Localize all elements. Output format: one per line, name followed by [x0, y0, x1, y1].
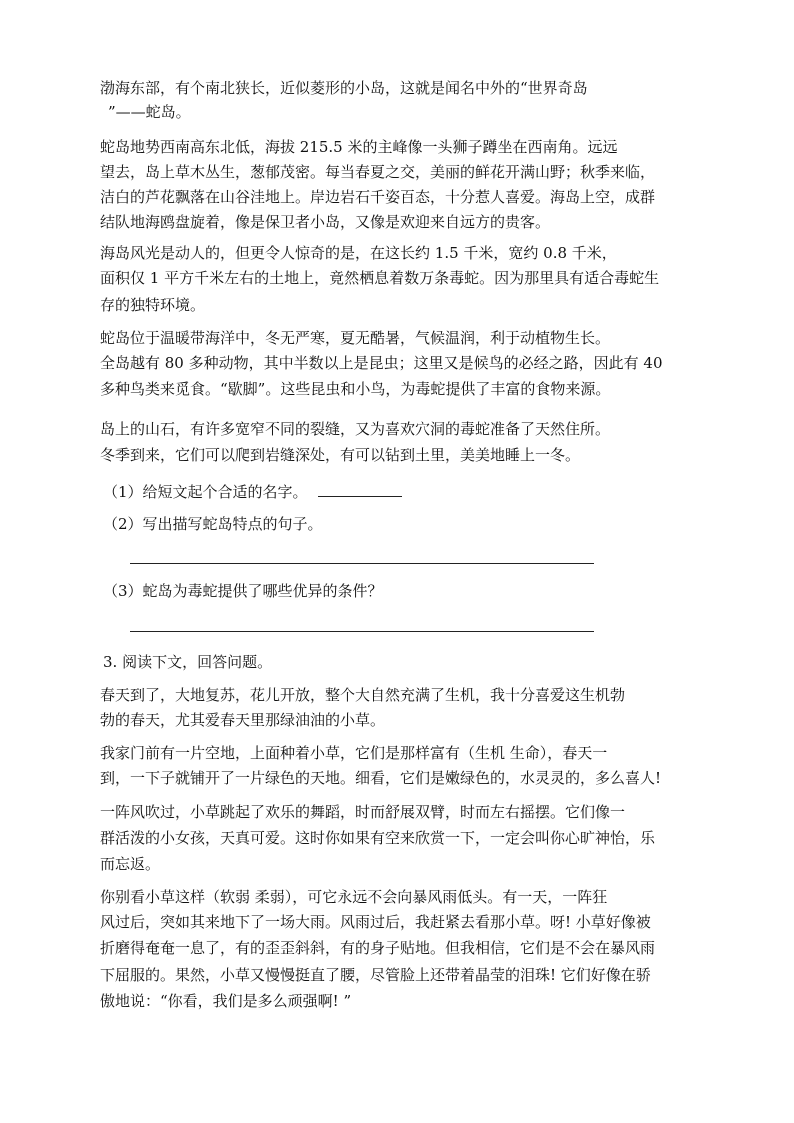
answer-blank[interactable]: [130, 631, 594, 632]
question-text: （2）写出描写蛇岛特点的句子。: [103, 515, 323, 533]
text-line: 结队地海鸥盘旋着，像是保卫者小岛，又像是欢迎来自远方的贵客。: [100, 213, 551, 231]
text-line: 到，一下子就铺开了一片绿色的天地。细看，它们是嫩绿色的，水灵灵的，多么喜人!: [100, 769, 662, 787]
text-line: 我家门前有一片空地，上面种着小草，它们是那样富有（生机 生命），春天一: [100, 744, 608, 762]
text-line: ”——蛇岛。: [108, 103, 191, 121]
text-line: 岛上的山石，有许多宽窄不同的裂缝，又为喜欢穴洞的毒蛇准备了天然住所。: [100, 420, 611, 438]
text-line: 折磨得奄奄一息了，有的歪歪斜斜，有的身子贴地。但我相信，它们是不会在暴风雨: [100, 939, 656, 957]
text-line: 面积仅 1 平方千米左右的土地上，竟然栖息着数万条毒蛇。因为那里具有适合毒蛇生: [100, 269, 660, 287]
text-line: 望去，岛上草木丛生，葱郁茂密。每当春夏之交，美丽的鲜花开满山野；秋季来临，: [100, 163, 656, 181]
text-line: 下屈服的。果然，小草又慢慢挺直了腰，尽管脸上还带着晶莹的泪珠! 它们好像在骄: [100, 966, 651, 984]
text-line: 海岛风光是动人的，但更令人惊奇的是，在这长约 1.5 千米，宽约 0.8 千米，: [100, 244, 617, 262]
text-line: 风过后，突如其来地下了一场大雨。风雨过后，我赶紧去看那小草。呀! 小草好像被: [100, 913, 651, 931]
text-line: 蛇岛位于温暖带海洋中，冬无严寒，夏无酷暑，气候温润，利于动植物生长。: [100, 329, 611, 347]
text-line: 群活泼的小女孩，天真可爱。这时你如果有空来欣赏一下，一定会叫你心旷神怡，乐: [100, 829, 656, 847]
text-line: 傲地说：“你看，我们是多么顽强啊! ”: [100, 992, 352, 1010]
text-line: 全岛越有 80 多种动物，其中半数以上是昆虫；这里又是候鸟的必经之路，因此有 40: [100, 354, 663, 372]
text-line: 渤海东部，有个南北狭长，近似菱形的小岛，这就是闻名中外的“世界奇岛: [100, 79, 588, 97]
text-line: 春天到了，大地复苏，花儿开放，整个大自然充满了生机，我十分喜爱这生机勃: [100, 686, 626, 704]
text-line: 蛇岛地势西南高东北低，海拔 215.5 米的主峰像一头狮子蹲坐在西南角。远远: [100, 138, 618, 156]
text-line: 你别看小草这样（软弱 柔弱），可它永远不会向暴风雨低头。有一天，一阵狂: [100, 888, 608, 906]
text-line: 而忘返。: [100, 855, 161, 873]
text-line: 勃的春天，尤其爱春天里那绿油油的小草。: [100, 711, 386, 729]
question-text: （3）蛇岛为毒蛇提供了哪些优异的条件？: [103, 582, 383, 600]
text-line: 存的独特环境。: [100, 296, 206, 314]
question-text: （1）给短文起个合适的名字。: [103, 483, 308, 501]
text-line: 多种鸟类来觅食。“歇脚”。这些昆虫和小鸟，为毒蛇提供了丰富的食物来源。: [100, 380, 611, 398]
answer-blank[interactable]: [318, 496, 402, 497]
text-line: 洁白的芦花飘落在山谷洼地上。岸边岩石千姿百态，十分惹人喜爱。海岛上空，成群: [100, 188, 656, 206]
text-line: 冬季到来，它们可以爬到岩缝深处，有可以钻到土里，美美地睡上一冬。: [100, 446, 581, 464]
answer-blank[interactable]: [130, 563, 594, 564]
text-line: 一阵风吹过，小草跳起了欢乐的舞蹈，时而舒展双臂，时而左右摇摆。它们像一: [100, 803, 626, 821]
question-heading: 3. 阅读下文，回答问题。: [103, 653, 273, 671]
